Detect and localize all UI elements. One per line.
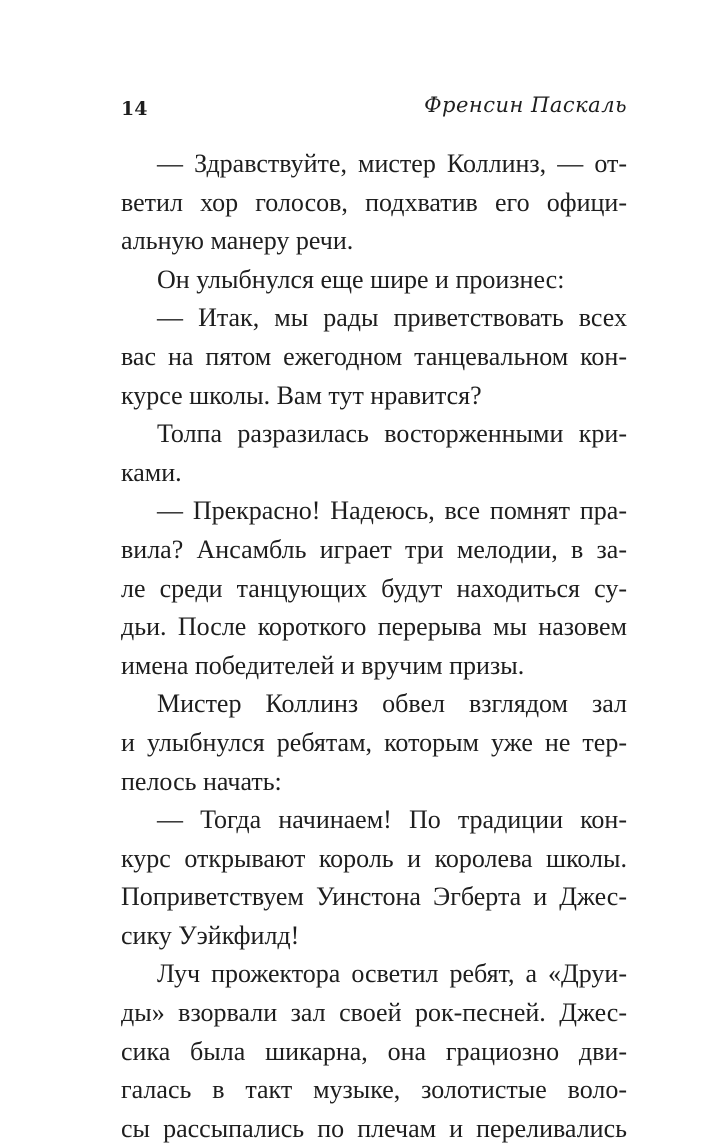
text-line: альную манеру речи.	[121, 226, 354, 256]
text-line: вила? Ансамбль играет три мелодии, в за-	[121, 534, 627, 564]
text-line: ками.	[121, 457, 182, 487]
text-line: и улыбнулся ребятам, которым уже не тер-	[121, 727, 627, 757]
text-line: ды» взорвали зал своей рок-песней. Джес-	[121, 998, 627, 1028]
page-header	[121, 92, 627, 126]
text-line: Он улыбнулся еще шире и произнес:	[157, 264, 565, 294]
text-line: Поприветствуем Уинстона Эгберта и Джес-	[121, 882, 627, 912]
text-line: Мистер Коллинз обвел взглядом зал	[157, 689, 627, 719]
text-line: — Здравствуйте, мистер Коллинз, — от-	[157, 149, 627, 178]
body-text	[121, 145, 627, 1148]
text-line: пелось начать:	[121, 766, 282, 796]
text-line: ле среди танцующих будут находиться су-	[121, 573, 627, 603]
text-line: — Итак, мы рады приветствовать всех	[157, 303, 627, 333]
page-number: 14	[121, 98, 148, 120]
text-line: дьи. После короткого перерыва мы назовем	[121, 612, 627, 642]
text-line: курс открывают король и королева школы.	[121, 843, 627, 873]
running-title: Френсин Паскаль	[424, 93, 627, 117]
text-line: сы рассыпались по плечам и переливались	[121, 1113, 627, 1143]
text-line: — Прекрасно! Надеюсь, все помнят пра-	[157, 496, 627, 526]
text-line: галась в такт музыке, золотистые воло-	[121, 1075, 627, 1105]
text-line: Луч прожектора осветил ребят, а «Друи-	[157, 959, 627, 989]
text-line: сику Уэйкфилд!	[121, 920, 300, 950]
text-line: имена победителей и вручим призы.	[121, 650, 525, 680]
text-line: Толпа разразилась восторженными кри-	[157, 419, 627, 449]
text-line: курсе школы. Вам тут нравится?	[121, 380, 482, 410]
text-line: вас на пятом ежегодном танцевальном кон-	[121, 341, 627, 371]
text-line: ветил хор голосов, подхватив его офици-	[121, 187, 627, 217]
text-line: сика была шикарна, она грациозно дви-	[121, 1036, 627, 1066]
text-line: — Тогда начинаем! По традиции кон-	[157, 805, 627, 835]
